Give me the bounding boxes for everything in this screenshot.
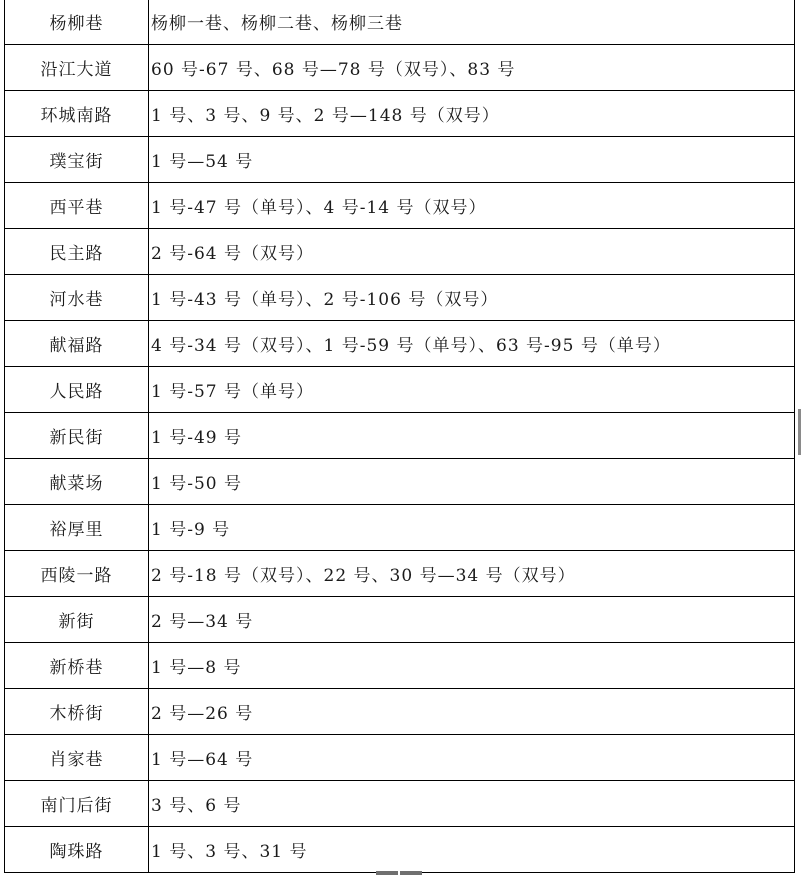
table-row (5, 183, 795, 229)
street-range-table (4, 0, 795, 873)
table-row (5, 735, 795, 781)
house-number-range-cell: 1 号—54 号 (149, 137, 795, 183)
house-number-range-cell: 3 号、6 号 (149, 781, 795, 827)
street-name-cell: 璞宝街 (5, 137, 149, 183)
table-row (5, 229, 795, 275)
street-name-cell: 环城南路 (5, 91, 149, 137)
house-number-range-cell: 1 号-43 号（单号）、2 号-106 号（双号） (149, 275, 795, 321)
house-number-range-cell: 60 号-67 号、68 号—78 号（双号）、83 号 (149, 45, 795, 91)
street-name-cell: 献菜场 (5, 459, 149, 505)
house-number-range-cell: 1 号-47 号（单号）、4 号-14 号（双号） (149, 183, 795, 229)
table-row (5, 91, 795, 137)
house-number-range-cell: 1 号-49 号 (149, 413, 795, 459)
street-name-cell: 杨柳巷 (5, 0, 149, 45)
house-number-range-cell: 2 号-64 号（双号） (149, 229, 795, 275)
street-name-cell: 陶珠路 (5, 827, 149, 873)
table-row (5, 137, 795, 183)
street-name-cell: 西陵一路 (5, 551, 149, 597)
house-number-range-cell: 1 号、3 号、9 号、2 号—148 号（双号） (149, 91, 795, 137)
table-row (5, 781, 795, 827)
table-row (5, 827, 795, 873)
house-number-range-cell: 1 号-50 号 (149, 459, 795, 505)
table-row (5, 505, 795, 551)
table-row (5, 45, 795, 91)
street-name-cell: 民主路 (5, 229, 149, 275)
street-name-cell: 新民街 (5, 413, 149, 459)
house-number-range-cell: 杨柳一巷、杨柳二巷、杨柳三巷 (149, 0, 795, 45)
house-number-range-cell: 1 号-9 号 (149, 505, 795, 551)
street-name-cell: 木桥街 (5, 689, 149, 735)
street-name-cell: 南门后街 (5, 781, 149, 827)
street-name-cell: 西平巷 (5, 183, 149, 229)
table-row (5, 321, 795, 367)
table-row (5, 643, 795, 689)
street-name-cell: 新街 (5, 597, 149, 643)
house-number-range-cell: 4 号-34 号（双号）、1 号-59 号（单号）、63 号-95 号（单号） (149, 321, 795, 367)
horizontal-scrollbar-thumb[interactable] (376, 871, 422, 875)
street-name-cell: 肖家巷 (5, 735, 149, 781)
table-row (5, 0, 795, 45)
street-name-cell: 人民路 (5, 367, 149, 413)
house-number-range-cell: 2 号—34 号 (149, 597, 795, 643)
house-number-range-cell: 1 号-57 号（单号） (149, 367, 795, 413)
table-row (5, 689, 795, 735)
table-row (5, 413, 795, 459)
street-name-cell: 河水巷 (5, 275, 149, 321)
table-row (5, 551, 795, 597)
table-row (5, 597, 795, 643)
house-number-range-cell: 1 号、3 号、31 号 (149, 827, 795, 873)
house-number-range-cell: 1 号—64 号 (149, 735, 795, 781)
table-row (5, 367, 795, 413)
street-name-cell: 沿江大道 (5, 45, 149, 91)
street-name-cell: 新桥巷 (5, 643, 149, 689)
table-row (5, 275, 795, 321)
street-name-cell: 裕厚里 (5, 505, 149, 551)
table-row (5, 459, 795, 505)
street-name-cell: 献福路 (5, 321, 149, 367)
house-number-range-cell: 1 号—8 号 (149, 643, 795, 689)
house-number-range-cell: 2 号-18 号（双号）、22 号、30 号—34 号（双号） (149, 551, 795, 597)
house-number-range-cell: 2 号—26 号 (149, 689, 795, 735)
